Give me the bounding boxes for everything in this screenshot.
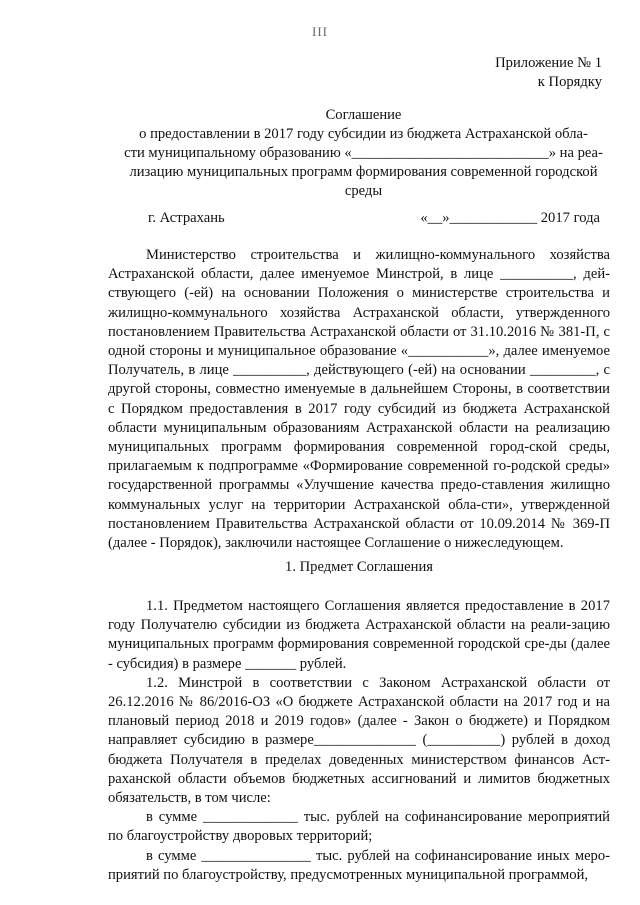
paragraph-1-2: 1.2. Минстрой в соответствии с Законом Астраханской области от 26.12.2016 № 86/2016-ОЗ «О бюджете Астраханской области на 2017 год и на плановый период 2018 и 2019 годов» (далее - Закон о бюджете) и Порядком направляет субсидию в размере______________ (__________) рублей в доход бюджета Получателя в пределах доведенных министерством финансов Аст-раханской области объемов бюджетных ассигнований и лимитов бюджетных обязательств, в том числе:: [108, 674, 610, 807]
document-title: [120, 106, 607, 201]
appendix-label: [495, 54, 602, 92]
title-line-3: лизацию муниципальных программ формирования современной городской: [129, 164, 598, 180]
section-1-title: 1. Предмет Соглашения: [285, 559, 433, 575]
date: «__»____________ 2017 года: [420, 210, 600, 226]
title-heading: Соглашение: [325, 107, 402, 123]
title-line-1: о предоставлении в 2017 году субсидии из бюджета Астраханской обла-: [139, 126, 588, 142]
title-line-2: сти муниципальному образованию «___________________________» на реа-: [124, 145, 603, 161]
place-date-row: [148, 209, 600, 228]
paragraph-sum-1: в сумме _____________ тыс. рублей на софинансирование мероприятий по благоустройству дворовых территорий;: [108, 809, 610, 845]
place: г. Астрахань: [148, 210, 225, 226]
appendix-line-1: Приложение № 1: [495, 55, 602, 71]
preamble-paragraph: Министерство строительства и жилищно-коммунального хозяйства Астраханской области, далее именуемое Минстрой, в лице __________, дей-ствующего (-ей) на основании Положения о министерстве строительства и жилищно-коммунального хозяйства Астраханской области, утвержденного постановлением Правительства Астраханской области от 31.10.2016 № 381-П, с одной стороны и муниципальное образование «___________», далее именуемое Получатель, в лице __________, действующего (-ей) на основании _________, с другой стороны, совместно именуемые в дальнейшем Стороны, в соответствии с Порядком предоставления в 2017 году субсидий из бюджета Астраханской области муниципальным образованиям Астраханской области на реализацию муниципальных программ формирования современной город-ской среды, прилагаемым к подпрограмме «Формирование современной го-родской среды» государственной программы «Улучшение качества предо-ставления жилищно коммунальных услуг на территории Астраханской обла-сти», утвержденной постановлением Правительства Астраханской области от 10.09.2014 № 369-П (далее - Порядок), заключили настоящее Соглашение о нижеследующем.: [108, 247, 610, 552]
section-1-body: [108, 597, 610, 885]
preamble: [108, 246, 610, 553]
title-line-4: среды: [344, 183, 383, 199]
paragraph-1-1: 1.1. Предметом настоящего Соглашения является предоставление в 2017 году Получателю субсидии из бюджета Астраханской области на реали-зацию муниципальных программ формирования современной городской сре-ды (далее - субсидия) в размере _______ рублей.: [108, 598, 610, 672]
paragraph-sum-2: в сумме _______________ тыс. рублей на софинансирование иных меро-приятий по благоустройству, предусмотренных муниципальной программой,: [108, 847, 610, 883]
page-number: III: [312, 24, 328, 39]
appendix-line-2: к Порядку: [537, 74, 602, 90]
